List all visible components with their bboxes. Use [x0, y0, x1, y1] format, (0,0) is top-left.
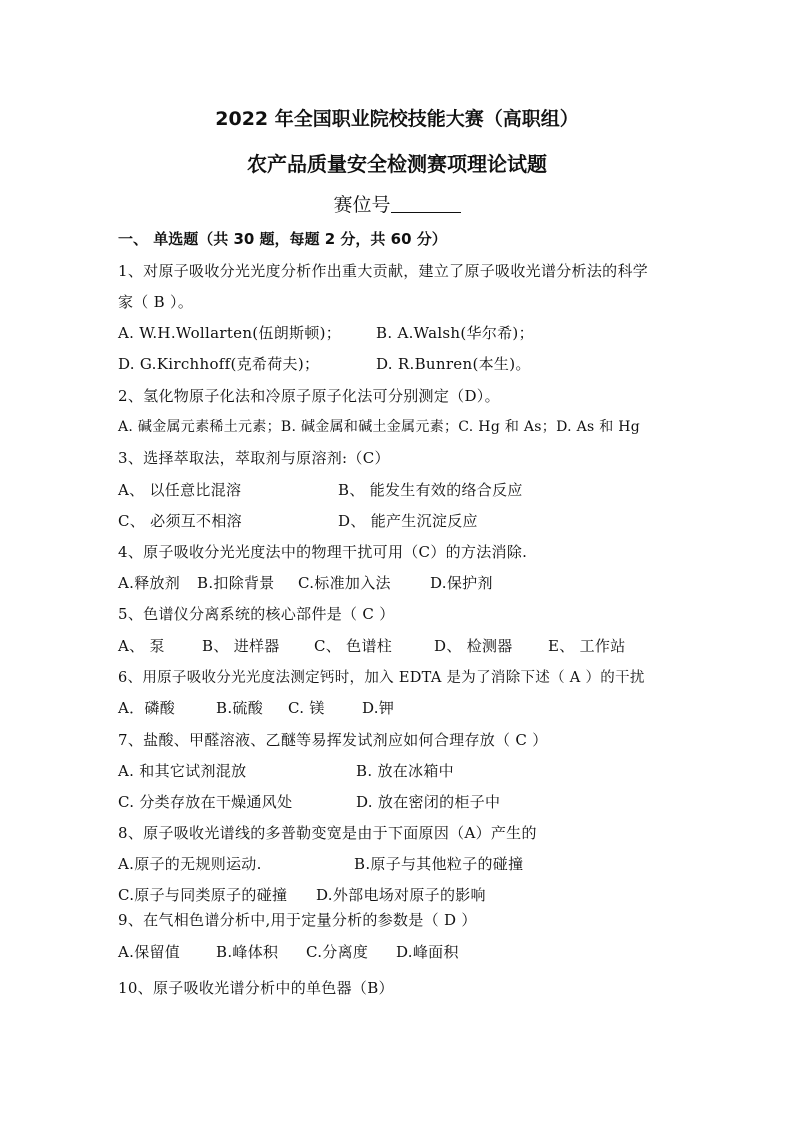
question-1-stem-line1: 1、对原子吸收分光光度分析作出重大贡献，建立了原子吸收光谱分析法的科学 — [118, 262, 649, 280]
question-6-option-c: C. 镁 — [288, 699, 325, 717]
question-7-option-c: C. 分类存放在干燥通风处 — [118, 793, 293, 811]
question-10-stem: 10、原子吸收光谱分析中的单色器（B） — [118, 979, 394, 997]
question-6-option-a: A．磷酸 — [118, 699, 176, 717]
question-1-option-d: D. R.Bunren(本生)。 — [376, 355, 531, 373]
seat-number-label: 赛位号 — [333, 194, 391, 216]
question-1-option-c: D. G.Kirchhoff(克希荷夫)； — [118, 355, 320, 373]
section-heading: 一、 单选题（共 30 题，每题 2 分，共 60 分） — [118, 230, 447, 248]
question-8-option-c: C.原子与同类原子的碰撞 — [118, 886, 288, 904]
question-5-option-d: D、 检测器 — [434, 637, 513, 655]
question-7-option-a: A. 和其它试剂混放 — [118, 762, 247, 780]
question-4-option-c: C.标准加入法 — [298, 574, 391, 592]
question-7-option-b: B. 放在冰箱中 — [356, 762, 454, 780]
question-9-option-b: B.峰体积 — [216, 943, 279, 961]
question-8-option-d: D.外部电场对原子的影响 — [316, 886, 486, 904]
question-3-option-b: B、 能发生有效的络合反应 — [338, 481, 523, 499]
seat-number-blank[interactable] — [391, 192, 461, 213]
question-6-option-b: B.硫酸 — [216, 699, 263, 717]
exam-subtitle: 农产品质量安全检测赛项理论试题 — [247, 152, 547, 176]
question-8-option-a: A.原子的无规则运动. — [118, 855, 262, 873]
question-1-option-b: B. A.Walsh(华尔希)； — [376, 324, 534, 342]
question-5-option-b: B、 进样器 — [202, 637, 280, 655]
question-5-stem: 5、色谱仪分离系统的核心部件是（ C ） — [118, 605, 395, 623]
question-4-option-d: D.保护剂 — [430, 574, 493, 592]
question-5-option-c: C、 色谱柱 — [314, 637, 393, 655]
question-5-option-a: A、 泵 — [118, 637, 165, 655]
seat-number-field — [0, 190, 794, 217]
question-9-stem: 9、在气相色谱分析中,用于定量分析的参数是（ D ） — [118, 911, 477, 929]
question-2-options: A. 碱金属元素稀土元素；B. 碱金属和碱土金属元素；C. Hg 和 As；D. As 和 Hg — [118, 419, 641, 435]
question-9-option-d: D.峰面积 — [396, 943, 459, 961]
question-9-option-c: C.分离度 — [306, 943, 369, 961]
question-4-stem: 4、原子吸收分光光度法中的物理干扰可用（C）的方法消除. — [118, 543, 528, 561]
question-1-option-a: A. W.H.Wollarten(伍朗斯顿)； — [118, 324, 342, 342]
question-4-option-b: B.扣除背景 — [197, 574, 275, 592]
question-3-stem: 3、选择萃取法，萃取剂与原溶剂:（C） — [118, 449, 390, 467]
question-1-stem-line2: 家（ B ）。 — [118, 293, 194, 311]
question-3-option-c: C、 必须互不相溶 — [118, 512, 242, 530]
exam-title: 2022 年全国职业院校技能大赛（高职组） — [215, 108, 579, 130]
question-8-option-b: B.原子与其他粒子的碰撞 — [354, 855, 524, 873]
question-5-option-e: E、 工作站 — [548, 637, 626, 655]
question-4-option-a: A.释放剂 — [118, 574, 181, 592]
question-9-option-a: A.保留值 — [118, 943, 181, 961]
question-7-option-d: D. 放在密闭的柜子中 — [356, 793, 501, 811]
question-6-option-d: D.钾 — [362, 699, 395, 717]
question-3-option-a: A、 以任意比混溶 — [118, 481, 242, 499]
question-6-stem: 6、用原子吸收分光光度法测定钙时，加入 EDTA 是为了消除下述（ A ）的干扰 — [118, 670, 645, 686]
question-3-option-d: D、 能产生沉淀反应 — [338, 512, 478, 530]
question-8-stem: 8、原子吸收光谱线的多普勒变宽是由于下面原因（A）产生的 — [118, 824, 537, 842]
question-7-stem: 7、盐酸、甲醛溶液、乙醚等易挥发试剂应如何合理存放（ C ） — [118, 731, 548, 749]
question-2-stem: 2、氢化物原子化法和冷原子原子化法可分别测定（D）。 — [118, 387, 500, 405]
